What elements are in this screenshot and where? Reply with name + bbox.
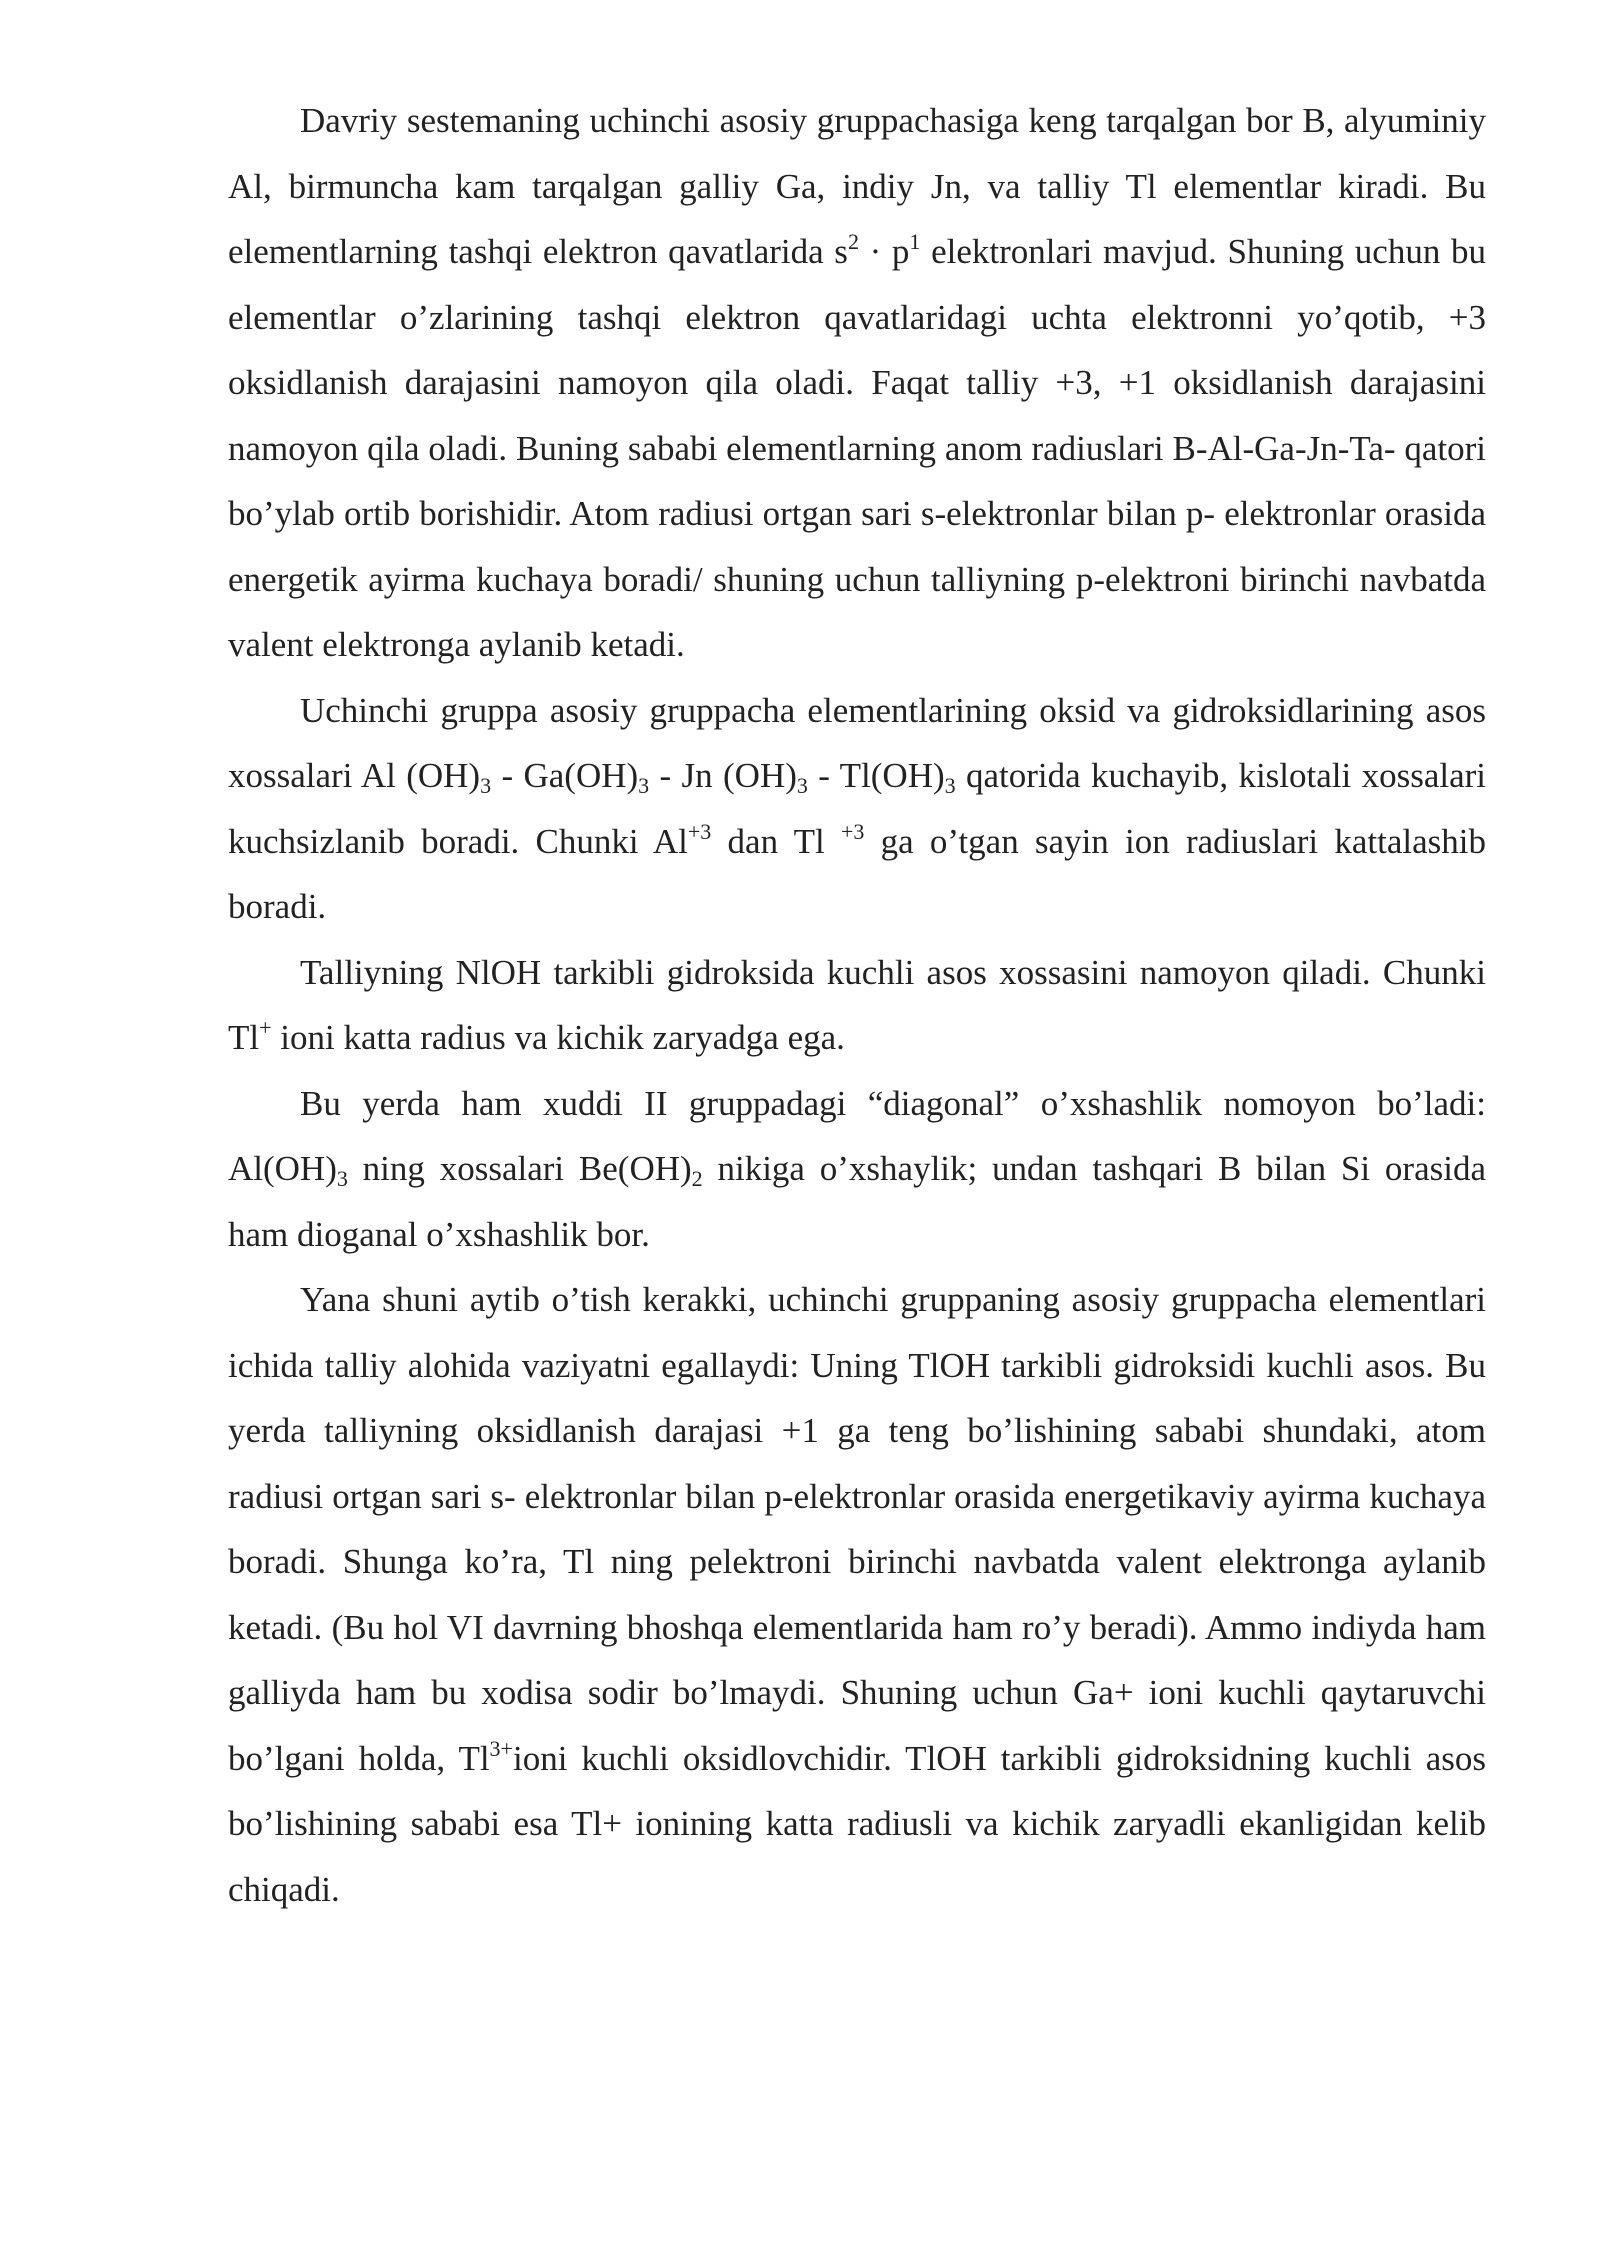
text-run: · p <box>858 232 910 271</box>
subscript-text: 3 <box>944 773 956 798</box>
paragraph <box>228 1071 1486 1268</box>
text-run: - Tl(OH) <box>807 756 945 795</box>
text-run: ioni kuchli oksidlovchidir. TlOH tarkibli gidroksidning kuchli asos bo’lishining sababi esa Tl+ ionining katta radiusli va kichik zaryadli ekanligidan kelib chiqadi. <box>228 1738 1486 1909</box>
text-run: nikiga o’xshaylik; undan tashqari B bilan Si orasida ham dioganal o’xshashlik bor. <box>228 1149 1486 1254</box>
text-run: dan Tl <box>711 821 841 861</box>
text-run: - Jn (OH) <box>649 756 797 795</box>
superscript-text: 1 <box>909 229 921 254</box>
paragraph <box>228 678 1486 940</box>
superscript-text: +3 <box>687 818 712 844</box>
paragraph <box>228 940 1486 1071</box>
text-run: Uchinchi gruppa asosiy gruppacha elementlarining oksid va gidroksidlarining asos xossalari Al (OH) <box>228 690 1486 795</box>
text-run: Bu yerda ham xuddi II gruppadagi “diagonal” o’xshashlik nomoyon bo’ladi: Al(OH) <box>228 1083 1486 1188</box>
superscript-text: +3 <box>841 818 865 844</box>
text-run: Davriy sestemaning uchinchi asosiy gruppachasiga keng tarqalgan bor B, alyuminiy Al, birmuncha kam tarqalgan galliy Ga, indiy Jn, va talliy Tl elementlar kiradi. Bu elementlarning tashqi elektron qavatlarida s <box>228 101 1486 271</box>
subscript-text: 3 <box>638 773 650 798</box>
subscript-text: 2 <box>691 1166 703 1191</box>
paragraph <box>228 1267 1486 1922</box>
text-run: Yana shuni aytib o’tish kerakki, uchinchi gruppaning asosiy gruppacha elementlari ichida talliy alohida vaziyatni egallaydi: Uning TlOH tarkibli gidroksidi kuchli asos. Bu yerda talliyning oksidlanish darajasi +1 ga teng bo’lishining sababi shundaki, atom radiusi ortgan sari s- elektronlar bilan p-elektronlar orasida energetikaviy ayirma kuchaya boradi. Shunga ko’ra, Tl ning pelektroni birinchi navbatda valent elektronga aylanib ketadi. (Bu hol VI davrning bhoshqa elementlarida ham ro’y beradi). Ammo indiyda ham galliyda ham bu xodisa sodir bo’lmaydi. Shuning uchun Ga+ ioni kuchli qaytaruvchi bo’lgani holda, Tl <box>228 1280 1486 1778</box>
text-run: elektronlari mavjud. Shuning uchun bu elementlar o’zlarining tashqi elektron qavatlaridagi uchta elektronni yo’qotib, +3 oksidlanish darajasini namoyon qila oladi. Faqat talliy +3, +1 oksidlanish darajasini namoyon qila oladi. Buning sababi elementlarning anom radiuslari B-Al-Ga-Jn-Ta- qatori bo’ylab ortib borishidir. Atom radiusi ortgan sari s-elektronlar bilan p- elektronlar orasida energetik ayirma kuchaya boradi/ shuning uchun talliyning p-elektroni birinchi navbatda valent elektronga aylanib ketadi. <box>228 232 1486 664</box>
text-run: ning xossalari Be(OH) <box>347 1149 692 1188</box>
subscript-text: 3 <box>336 1166 348 1191</box>
document-body <box>228 88 1486 1922</box>
superscript-text: 3+ <box>489 1735 513 1761</box>
superscript-text: 2 <box>847 229 859 254</box>
superscript-text: + <box>259 1015 272 1040</box>
text-run: qatorida kuchayib, kislotali xossalari kuchsizlanib boradi. Chunki Al <box>228 756 1487 861</box>
text-run: ga o’tgan sayin ion radiuslari kattalashib boradi. <box>228 821 1486 926</box>
text-run: - Ga(OH) <box>491 756 639 795</box>
text-run: ioni katta radius va kichik zaryadga ega. <box>271 1018 845 1057</box>
paragraph <box>228 88 1486 678</box>
text-run: Talliyning NlOH tarkibli gidroksida kuchli asos xossasini namoyon qiladi. Chunki Tl <box>228 952 1486 1057</box>
subscript-text: 3 <box>796 773 808 798</box>
subscript-text: 3 <box>480 773 492 798</box>
